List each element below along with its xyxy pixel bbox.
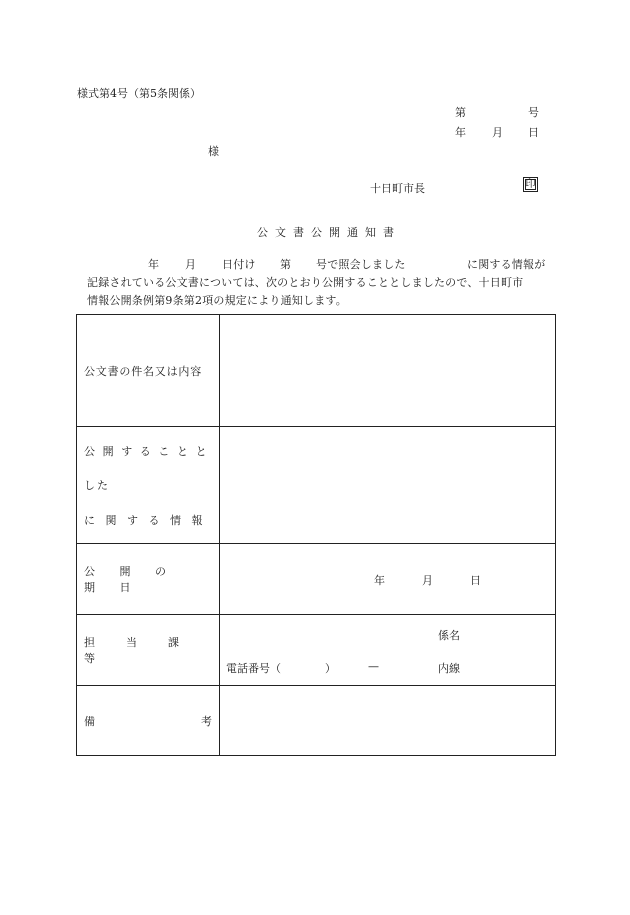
body-month: 月 <box>185 258 197 271</box>
document-title: 公文書公開通知書 <box>257 226 401 239</box>
body-dai: 第 <box>280 258 292 271</box>
table-row-department <box>77 615 556 686</box>
date-month-label: 月 <box>492 126 503 139</box>
body-line-2: 記録されている公文書については、次のとおり公開することとしましたので、十日町市 <box>87 276 524 289</box>
label-department: 担当課等 <box>84 636 210 665</box>
phone-dash: — <box>368 660 379 673</box>
date-year-label: 年 <box>455 126 466 139</box>
label-remarks-a: 備 <box>84 714 95 728</box>
label-subject: 公文書の件名又は内容 <box>84 364 202 378</box>
notice-form-table <box>76 314 556 756</box>
form-reference: 様式第4号（第5条関係） <box>77 87 201 100</box>
date-day-label: 日 <box>528 126 539 139</box>
number-label-dai: 第 <box>455 106 466 119</box>
date-value-day: 日 <box>470 574 481 587</box>
extension-label: 内線 <box>438 662 460 675</box>
label-cell-subject <box>77 315 220 427</box>
table-row-date <box>77 544 556 615</box>
body-year: 年 <box>148 258 160 271</box>
table-row-info <box>77 427 556 544</box>
label-info-line-2: した <box>84 479 110 492</box>
label-info-line-3: に関する情報 <box>84 514 213 527</box>
body-info-regarding: に関する情報が <box>467 258 546 271</box>
label-cell-info <box>77 427 220 544</box>
seal-stamp <box>523 177 538 192</box>
value-cell-date[interactable] <box>220 544 556 615</box>
value-cell-info[interactable] <box>220 427 556 544</box>
body-line-3: 情報公開条例第9条第2項の規定により通知します。 <box>87 294 347 307</box>
label-cell-remarks <box>77 686 220 756</box>
issuer-name: 十日町市長 <box>370 182 425 195</box>
date-value-month: 月 <box>422 574 433 587</box>
value-cell-remarks[interactable] <box>220 686 556 756</box>
label-date: 公開の期日 <box>84 565 191 594</box>
label-cell-date <box>77 544 220 615</box>
value-cell-department[interactable] <box>220 615 556 686</box>
section-name-label: 係名 <box>438 629 460 642</box>
seal-character: 印 <box>525 178 536 190</box>
number-label-go: 号 <box>528 106 539 119</box>
date-value-year: 年 <box>374 574 385 587</box>
phone-number-label: 電話番号（ ） <box>226 662 336 675</box>
label-cell-department <box>77 615 220 686</box>
table-row-remarks <box>77 686 556 756</box>
value-cell-subject[interactable] <box>220 315 556 427</box>
label-remarks-b: 考 <box>201 714 212 728</box>
table-row-subject <box>77 315 556 427</box>
body-inquired: 号で照会しました <box>316 258 406 271</box>
label-info-line-1: 公開することと <box>84 445 215 458</box>
body-day-dated: 日付け <box>222 258 256 271</box>
addressee-suffix: 様 <box>208 145 219 158</box>
